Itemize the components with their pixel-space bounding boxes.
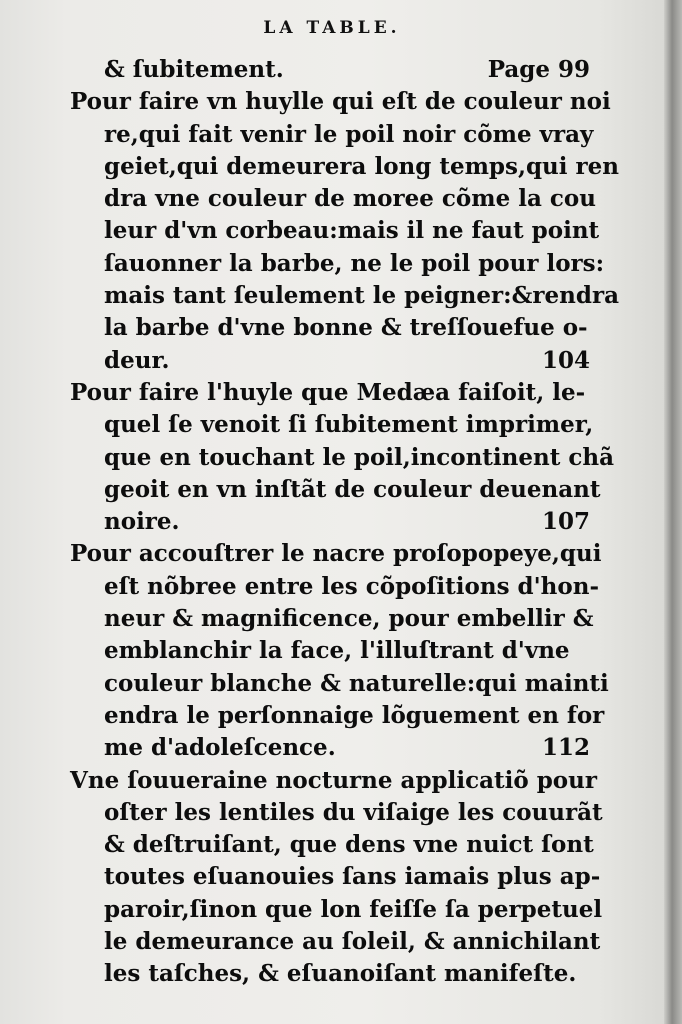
toc-line: & ſubitement. [104,56,284,83]
toc-line: deur. [104,346,170,374]
page-edge [664,0,682,1024]
toc-entry [70,538,609,764]
running-head: LA TABLE. [263,18,401,38]
toc-line: geoit en vn inſtãt de couleur deuenant [104,475,601,503]
toc-line: re,qui fait venir le poil noir cõme vray [104,120,594,148]
toc-line: leur d'vn corbeau:mais il ne faut point [104,217,600,245]
toc-line: quel ſe venoit ſi ſubitement imprimer, [104,411,594,439]
toc-line: que en touchant le poil,incontinent chã [104,443,614,471]
page-reference: Page 99 [487,56,590,83]
toc-line: mais tant ſeulement le peigner:&rendra [104,282,619,310]
toc-line: geiet,qui demeurera long temps,qui ren [104,152,619,180]
toc-line: Pour accouſtrer le nacre proſopopeye,qui [70,540,602,568]
toc-line: eſt nõbree entre les cõpoſitions d'hon- [104,572,599,600]
toc-line-last [70,345,590,377]
toc-line: toutes eſuanouies ſans iamais plus ap- [104,863,601,891]
toc-line: & deſtruiſant, que dens vne nuict ſont [104,831,594,859]
toc-entry-continuation [70,54,590,86]
toc-line: dra vne couleur de moree cõme la cou [104,185,596,213]
toc-line-last [70,506,590,538]
toc-line: ſauonner la barbe, ne le poil pour lors: [104,249,605,277]
toc-line: la barbe d'vne bonne & treſſouefue o- [104,314,588,342]
toc-line: couleur blanche & naturelle:qui mainti [104,669,609,697]
toc-entry [70,86,619,377]
toc-line: neur & magnificence, pour embellir & [104,605,594,633]
toc-line: oſter les lentiles du viſaige les couurãt [104,798,603,826]
toc-line: les taſches, & eſuanoiſant manifeſte. [104,960,577,988]
toc-line: le demeurance au ſoleil, & annichilant [104,928,601,956]
toc-line: emblanchir la face, l'illuſtrant d'vne [104,637,570,665]
toc-line: endra le perſonnaige lõguement en for [104,701,605,729]
toc-line-last [70,732,590,764]
toc-entry [70,765,603,991]
page-reference: 104 [541,346,590,374]
table-of-contents [70,54,619,991]
toc-line: Pour faire l'huyle que Medæa faiſoit, le- [70,378,586,406]
toc-line: Vne ſouueraine nocturne applicatiõ pour [70,766,597,794]
toc-line: me d'adoleſcence. [104,734,336,762]
toc-entry [70,377,614,538]
page-reference: 112 [541,734,590,762]
toc-line: paroir,ſinon que lon feiſſe ſa perpetuel [104,895,603,923]
page-reference: 107 [541,508,590,536]
toc-line: Pour faire vn huylle qui eſt de couleur noi [70,88,611,116]
toc-line: noire. [104,508,180,536]
